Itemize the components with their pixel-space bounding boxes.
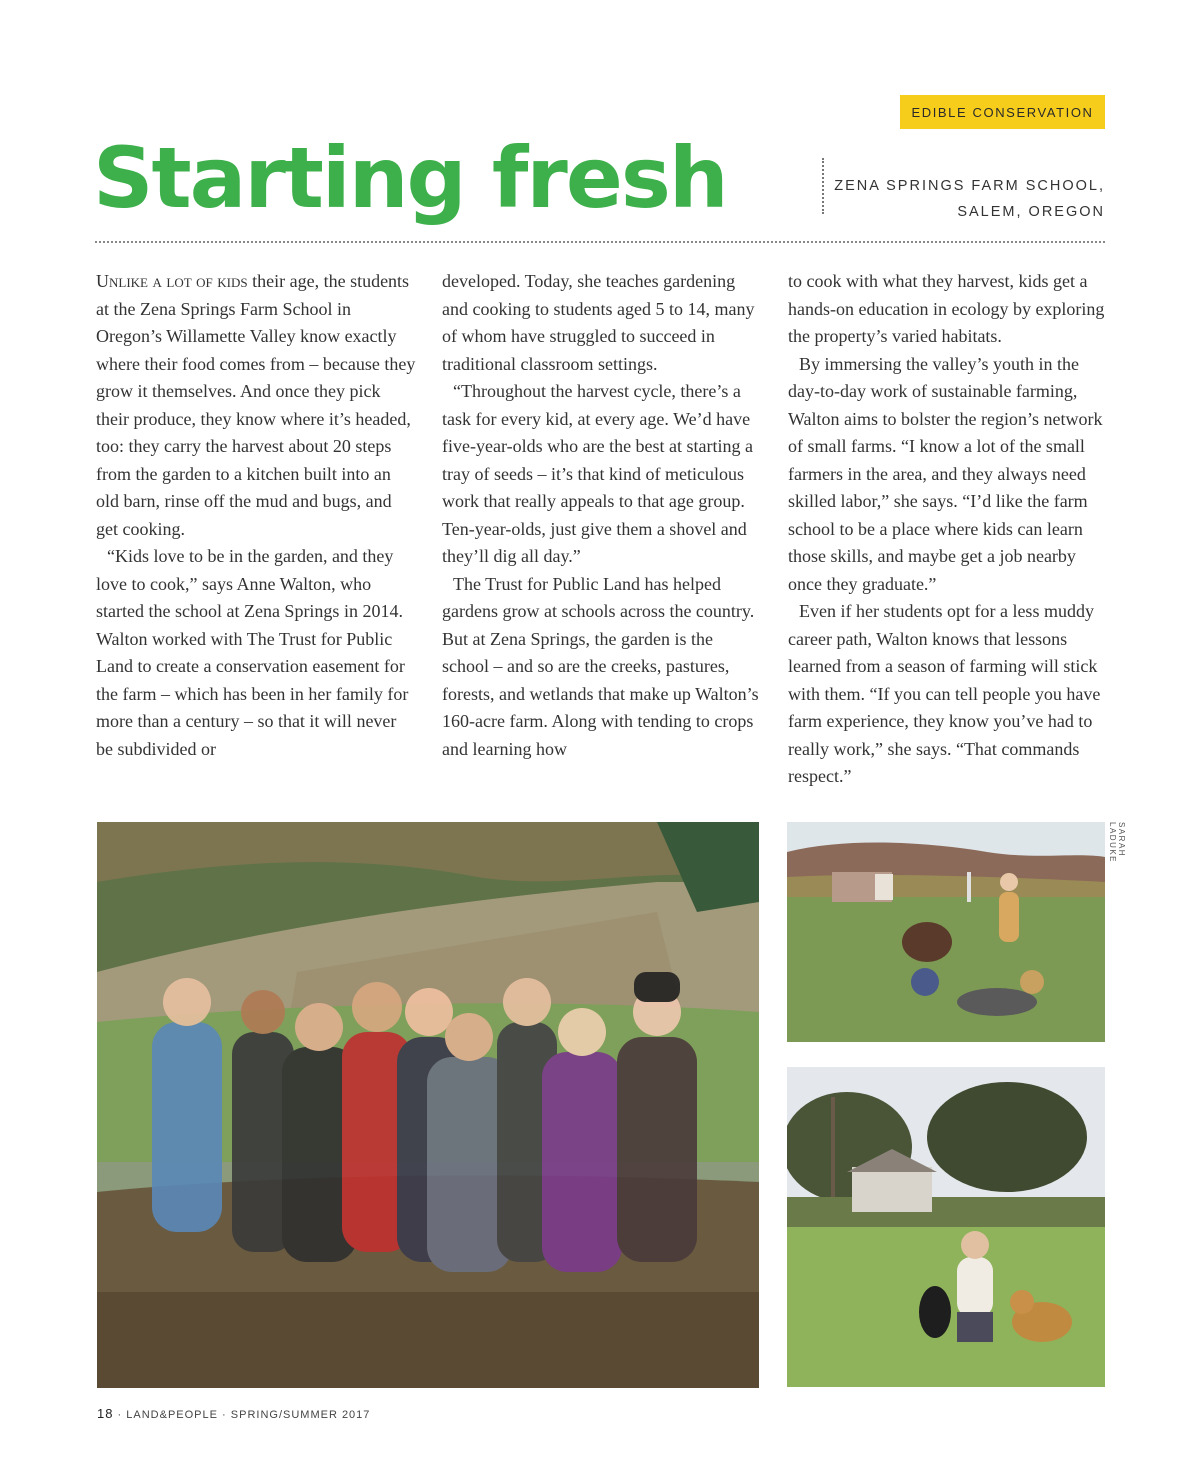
paragraph: to cook with what they harvest, kids get a hands-on education in ecology by exploring the property’s varied habitats.: [788, 271, 1105, 346]
lead-in: Unlike a lot of kids: [96, 271, 248, 291]
paragraph-text: their age, the students at the Zena Springs Farm School in Oregon’s Willamette Valley know exactly where their food comes from – because they grow it themselves. And once they pick their produce, they know where it’s headed, too: they carry the harvest about 20 steps from the garden to a kitchen built into an old barn, rinse off the mud and bugs, and get cooking.: [96, 271, 416, 539]
section-tag: EDIBLE CONSERVATION: [900, 95, 1105, 129]
location-block: [834, 173, 1105, 225]
photo-credit: SARAH LADUKE: [1108, 822, 1126, 864]
photo-kids-with-sheep: [787, 822, 1105, 1042]
article-column-3: [788, 268, 1108, 791]
article-column-2: [442, 268, 762, 763]
footer-separator: ·: [222, 1409, 227, 1421]
page-number: 18: [97, 1406, 114, 1421]
vertical-divider: [822, 158, 824, 214]
header-rule: [95, 241, 1105, 243]
paragraph: The Trust for Public Land has helped gardens grow at schools across the country. But at Zena Springs, the garden is the school – and so are the creeks, pastures, forests, and wetlands that make up Walton’s 160-acre farm. Along with tending to crops and learning how: [442, 573, 759, 759]
page-title: Starting fresh: [93, 129, 727, 227]
issue-label: SPRING/SUMMER 2017: [230, 1409, 371, 1421]
paragraph: “Kids love to be in the garden, and they love to cook,” says Anne Walton, who started the school at Zena Springs in 2014. Walton worked with The Trust for Public Land to create a conservation easement for the farm – which has been in her family for more than a century – so that it will never be subdivided or: [96, 546, 409, 759]
article-column-1: [96, 268, 416, 763]
paragraph: “Throughout the harvest cycle, there’s a task for every kid, at every age. We’d have five-year-olds who are the best at starting a tray of seeds – it’s that kind of meticulous work that really appeals to that age group. Ten-year-olds, just give them a shovel and they’ll dig all day.”: [442, 381, 754, 566]
photo-woman-with-dogs: [787, 1067, 1105, 1387]
footer-separator: ·: [117, 1409, 123, 1421]
page-footer: [97, 1406, 370, 1421]
paragraph: Even if her students opt for a less muddy career path, Walton knows that lessons learned from a season of farming will stick with them. “If you can tell people you have farm experience, they know you’ve had to really work,” she says. “That commands respect.”: [788, 601, 1101, 786]
paragraph: [96, 268, 416, 543]
location-line-2: SALEM, OREGON: [957, 204, 1105, 220]
photo-children-in-field: [97, 822, 759, 1388]
paragraph: developed. Today, she teaches gardening and cooking to students aged 5 to 14, many of whom have struggled to succeed in traditional classroom settings.: [442, 271, 755, 374]
location-line-1: ZENA SPRINGS FARM SCHOOL,: [834, 178, 1105, 194]
paragraph: By immersing the valley’s youth in the day-to-day work of sustainable farming, Walton aims to bolster the region’s network of small farms. “I know a lot of the small farmers in the area, and they always need skilled labor,” she says. “I’d like the farm school to be a place where kids can learn those skills, and maybe get a job nearby once they graduate.”: [788, 353, 1103, 594]
publication-name: LAND&PEOPLE: [126, 1409, 218, 1421]
